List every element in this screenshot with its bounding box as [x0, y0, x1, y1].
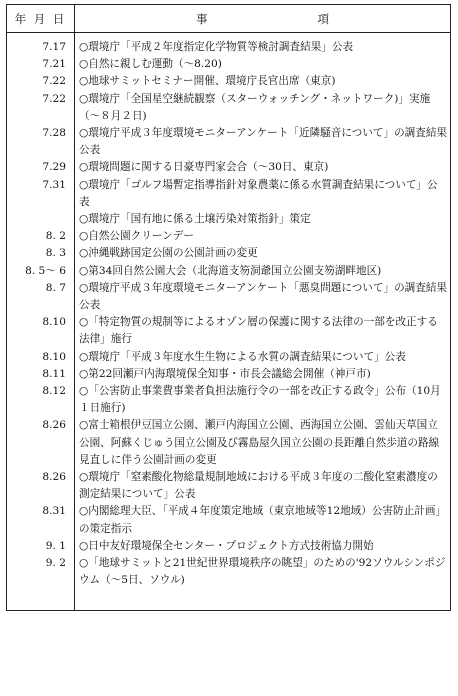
row-event: ○沖縄戦跡国定公園の公園計画の変更: [79, 247, 258, 260]
row-event: ○環境庁「窒素酸化物総量規制地域における平成３年度の二酸化窒素濃度の測定結果について」公表: [79, 471, 438, 501]
row-date: 9. 1: [7, 538, 75, 555]
table-row: [7, 280, 451, 314]
table-row: [7, 469, 451, 503]
row-event: ○第22回瀬戸内海環境保全知事・市長会議総会開催（神戸市): [79, 367, 371, 380]
row-event: ○「公害防止事業費事業者負担法施行令の一部を改正する政令」公布（10月１日施行): [79, 385, 441, 415]
row-date: 8. 2: [7, 228, 75, 245]
chronology-table: [6, 4, 451, 611]
row-event: ○環境問題に関する日豪専門家会合（～30日、東京): [79, 161, 329, 174]
row-date: 7.28: [7, 125, 75, 159]
row-date: 7.29: [7, 159, 75, 176]
event-header-char-2: 項: [317, 11, 329, 26]
row-event: ○環境庁「ゴルフ場暫定指導指針対象農薬に係る水質調査結果について」公表: [79, 178, 438, 208]
row-event: ○富士箱根伊豆国立公園、瀬戸内海国立公園、西海国立公園、雲仙天草国立公園、阿蘇くじゅう国立公園及び霧島屋久国立公園の長距離自然歩道の路線見直しに伴う公園計画の変更: [79, 419, 440, 466]
row-event: ○地球サミットセミナー開催、環境庁長官出席（東京): [79, 75, 336, 88]
table-row: [7, 33, 451, 57]
table-row: [7, 211, 451, 228]
row-date: 7.22: [7, 73, 75, 90]
date-column-header: 年 月 日: [7, 5, 75, 33]
table-row: [7, 503, 451, 537]
table-body: [7, 33, 451, 611]
row-date: 8.26: [7, 469, 75, 503]
table-row: [7, 263, 451, 280]
table-row: [7, 228, 451, 245]
row-date: 8. 7: [7, 280, 75, 314]
row-event: ○環境庁「平成３年度水生生物による水質の調査結果について」公表: [79, 350, 406, 363]
row-event: ○環境庁「平成２年度指定化学物質等検討調査結果」公表: [79, 41, 354, 53]
row-event: ○内閣総理大臣、「平成４年度策定地域（東京地域等12地域）公害防止計画」の策定指示: [79, 505, 447, 535]
row-event: ○環境庁平成３年度環境モニターアンケート「悪臭問題について」の調査結果公表: [79, 281, 448, 312]
table-row: [7, 314, 451, 348]
table-row: [7, 73, 451, 90]
row-date: 8.26: [7, 417, 75, 469]
table-header: [7, 5, 451, 33]
row-date: 7.22: [7, 91, 75, 125]
table-row: [7, 349, 451, 366]
row-date: 7.31: [7, 177, 75, 211]
row-event: ○環境庁「全国星空継続観察（スターウォッチング・ネットワーク)」実施（～８月２日): [79, 92, 431, 122]
row-event: ○「地球サミットと21世紀世界環境秩序の眺望」のための'92ソウルシンポジウム（～5日、ソウル): [79, 557, 446, 587]
table-row: [7, 125, 451, 159]
table-row: [7, 366, 451, 383]
row-date: 8.31: [7, 503, 75, 537]
row-event: ○第34回自然公園大会（北海道支笏洞爺国立公園支笏湖畔地区): [79, 264, 382, 277]
row-date: 8.10: [7, 314, 75, 348]
table-row: [7, 91, 451, 125]
row-date: 7.21: [7, 56, 75, 73]
row-date: 8. 3: [7, 245, 75, 262]
row-event: ○自然に親しむ運動（～8.20): [79, 58, 222, 71]
row-event: ○「特定物質の規制等によるオゾン層の保護に関する法律の一部を改正する法律」施行: [79, 316, 438, 346]
table-row: [7, 555, 451, 610]
table-row: [7, 159, 451, 176]
table-row: [7, 56, 451, 73]
table-row: [7, 245, 451, 262]
row-event: ○環境庁平成３年度環境モニターアンケート「近隣騒音について」の調査結果公表: [79, 127, 448, 157]
row-date: 8. 5～ 6: [7, 263, 75, 280]
row-date: 8.11: [7, 366, 75, 383]
table-row: [7, 177, 451, 211]
row-date: 9. 2: [7, 555, 75, 610]
table-row: [7, 383, 451, 417]
row-date: [7, 211, 75, 228]
row-event: ○日中友好環境保全センター・プロジェクト方式技術協力開始: [79, 539, 374, 552]
row-date: 7.17: [7, 33, 75, 57]
event-header-char-1: 事: [196, 11, 208, 26]
table-row: [7, 417, 451, 469]
row-event: ○自然公園クリーンデー: [79, 230, 194, 243]
event-column-header: [75, 5, 451, 33]
row-date: 8.12: [7, 383, 75, 417]
row-event: ○環境庁「国有地に係る土壌汚染対策指針」策定: [79, 213, 311, 226]
row-date: 8.10: [7, 349, 75, 366]
table-row: [7, 538, 451, 555]
